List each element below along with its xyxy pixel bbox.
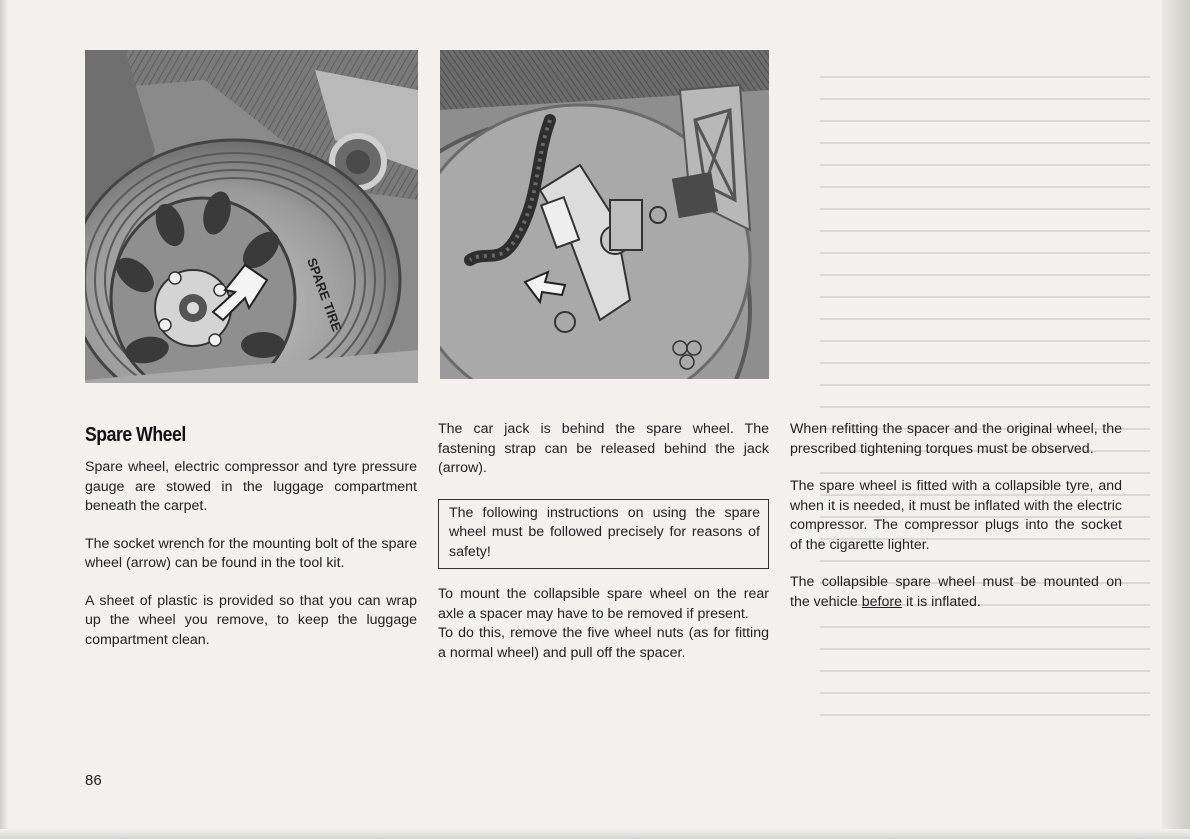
spare-wheel-photo [85, 50, 418, 383]
car-jack-photo [440, 50, 769, 379]
emphasis-before: before [861, 593, 903, 610]
paragraph-socket-wrench: The socket wrench for the mounting bolt of the spare wheel (arrow) can be found in the tool kit. [85, 535, 417, 571]
paragraph-plastic-sheet: A sheet of plastic is provided so that you can wrap up the wheel you remove, to keep the luggage compartment clean. [85, 592, 417, 648]
page-edge-right [1162, 0, 1190, 839]
paragraph-compressor: The spare wheel is fitted with a collapsible tyre, and when it is needed, it must be inflated with the electric compressor. The compressor plugs into the socket of the cigarette lighter. [790, 478, 1122, 553]
middle-column [438, 420, 769, 663]
page-number: 86 [85, 772, 102, 789]
paragraph-car-jack: The car jack is behind the spare wheel. The fastening strap can be released behind the jack (arrow). [438, 421, 769, 476]
paragraph-spacer-removal: To mount the collapsible spare wheel on the rear axle a spacer may have to be removed if present. [438, 586, 769, 622]
show-through-text [820, 60, 1150, 730]
page-edge-left [0, 0, 8, 839]
safety-notice-text: The following instructions on using the spare wheel must be followed precisely for reasons of safety! [449, 504, 760, 560]
mount-text-end: it is inflated. [902, 593, 981, 610]
mount-text-start: The collapsible spare wheel must be mounted on the vehicle [790, 574, 1122, 610]
section-heading: Spare Wheel [85, 424, 186, 446]
page-edge-bottom [0, 829, 1190, 839]
tyre-sidewall-text: SPARE TIRE [304, 255, 345, 334]
left-column [85, 458, 417, 650]
paragraph-tightening-torques: When refitting the spacer and the original wheel, the prescribed tightening torques must be observed. [790, 421, 1122, 457]
right-column [790, 420, 1122, 612]
paragraph-stowage: Spare wheel, electric compressor and tyre pressure gauge are stowed in the luggage compartment beneath the carpet. [85, 459, 417, 514]
safety-notice-box [438, 499, 769, 570]
paragraph-mount-before-inflate [790, 573, 1122, 612]
paragraph-wheel-nuts: To do this, remove the five wheel nuts (as for fitting a normal wheel) and pull off the spacer. [438, 625, 769, 661]
